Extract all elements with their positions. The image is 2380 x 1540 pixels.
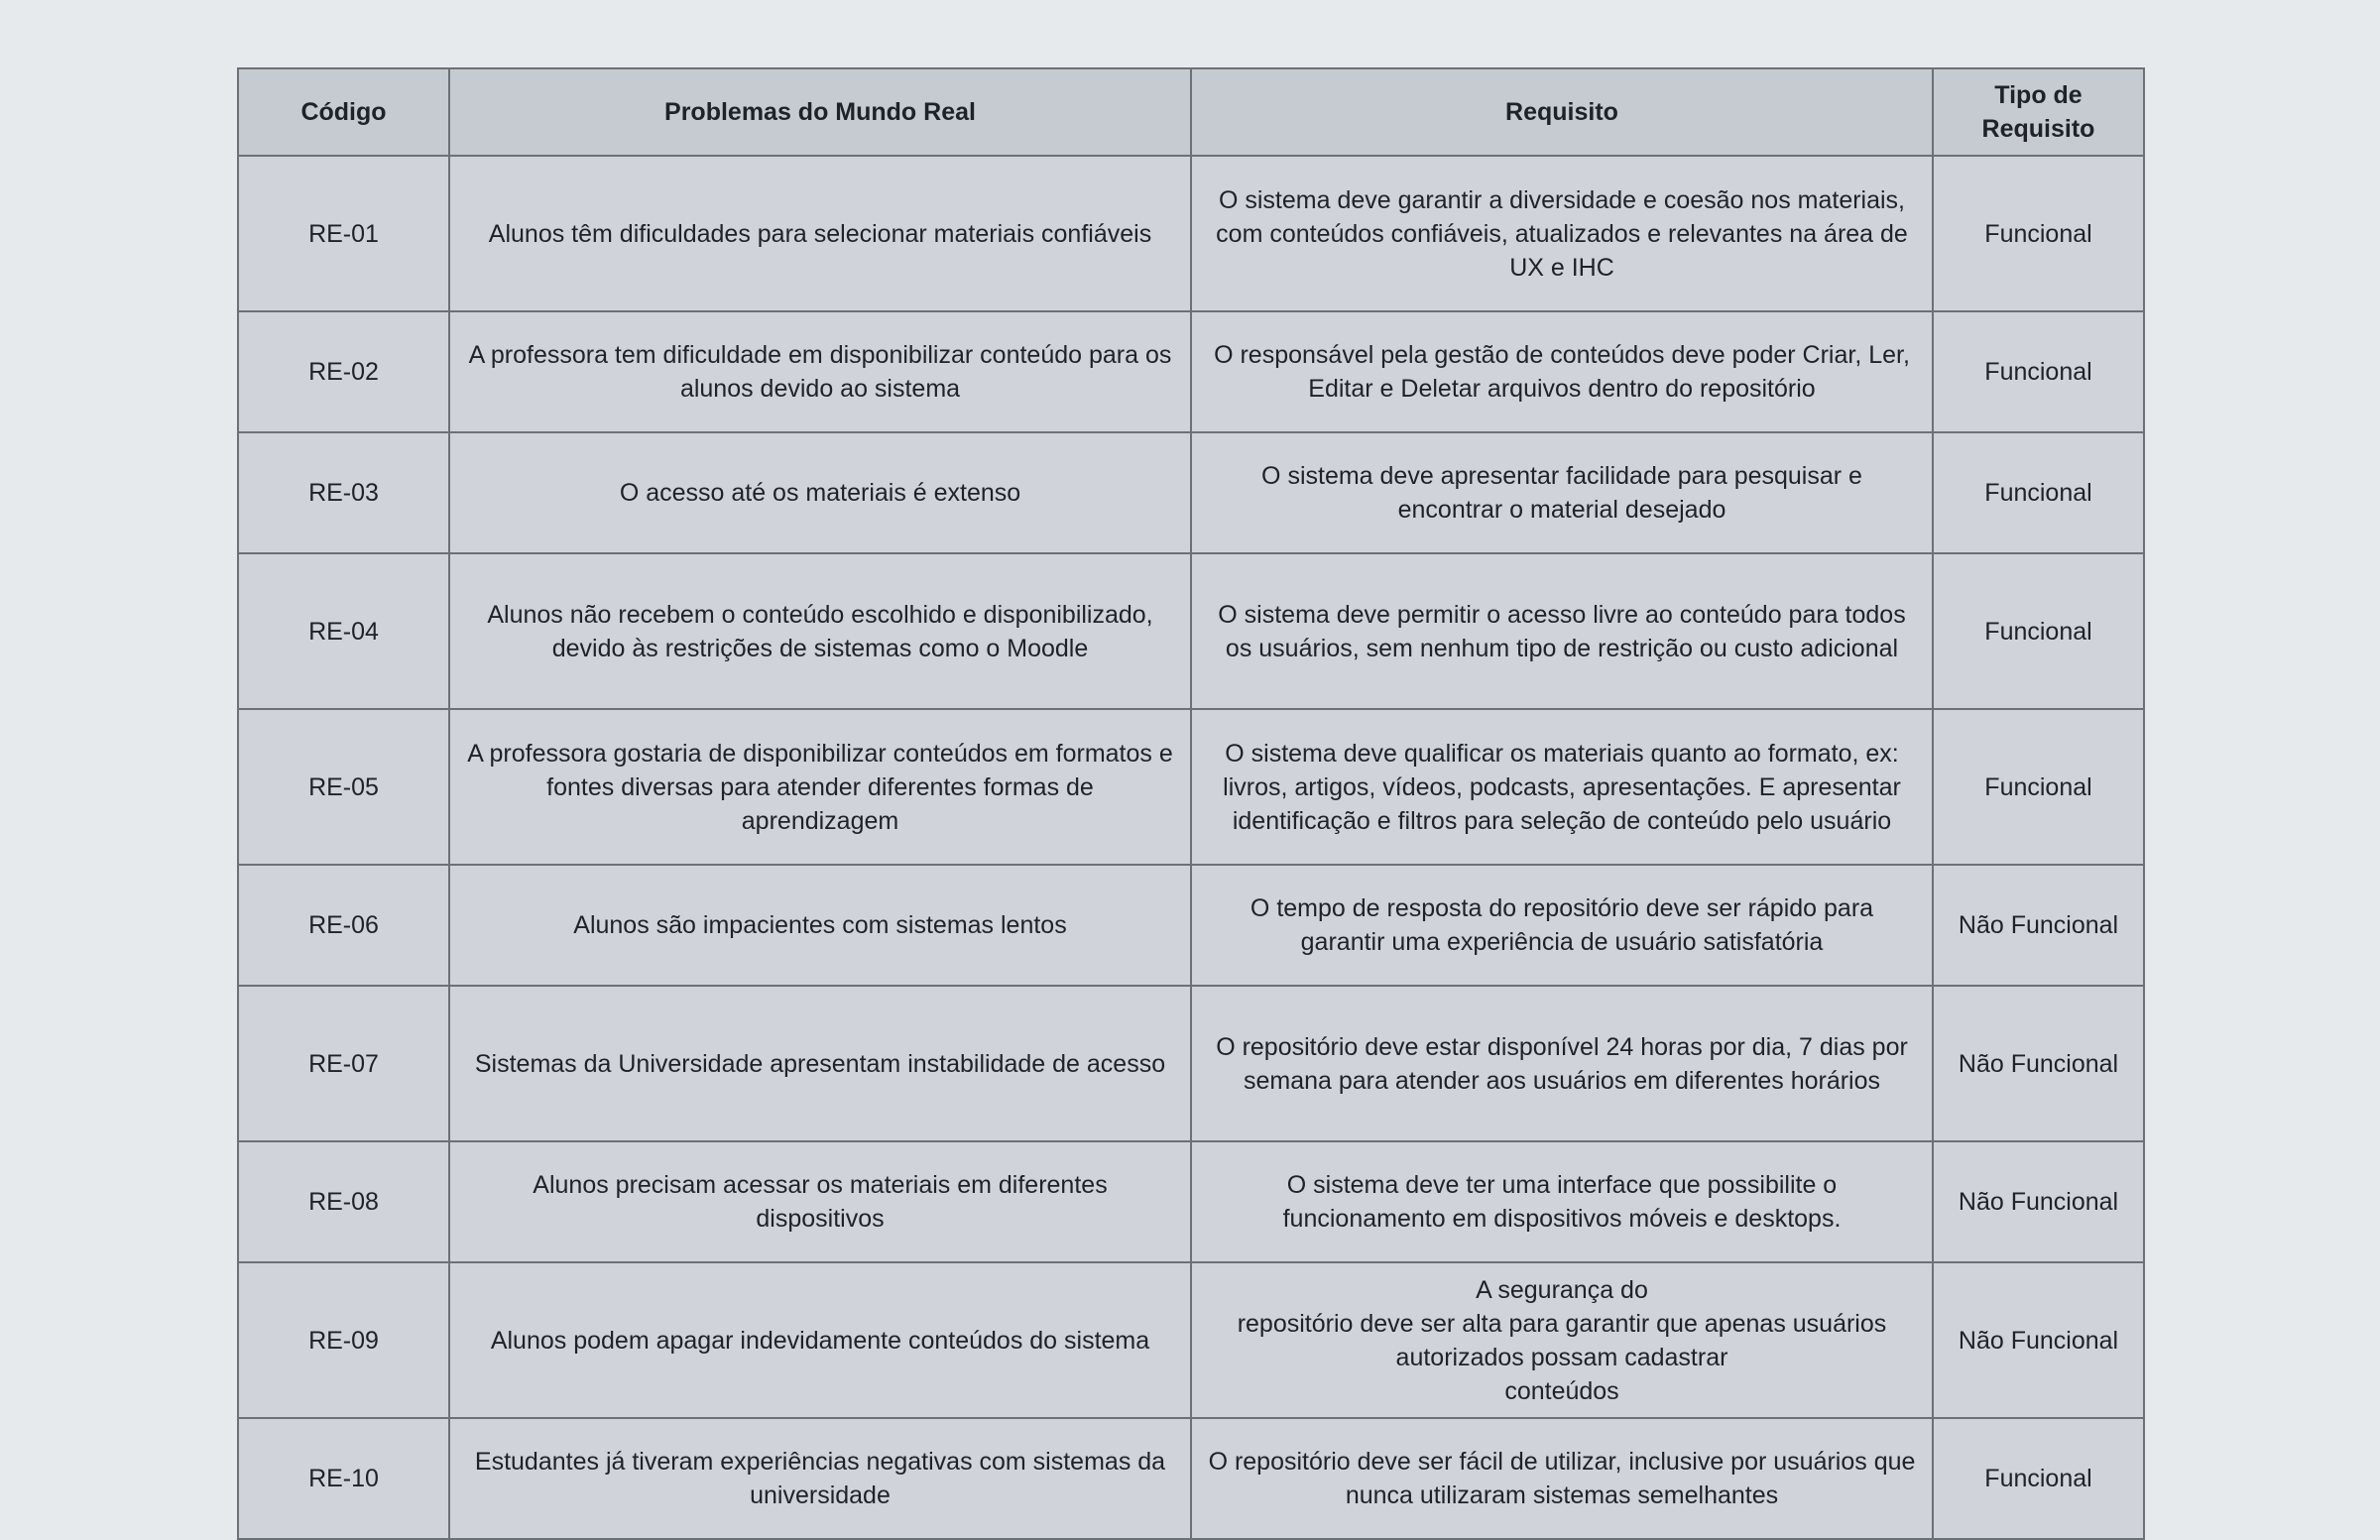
cell-codigo: RE-09: [238, 1262, 449, 1418]
cell-requisito: O sistema deve permitir o acesso livre ao conteúdo para todos os usuários, sem nenhum tipo de restrição ou custo adicional: [1191, 553, 1933, 709]
table-row: [238, 865, 2144, 986]
header-problemas: Problemas do Mundo Real: [449, 68, 1191, 156]
cell-problema: Alunos são impacientes com sistemas lentos: [449, 865, 1191, 986]
cell-codigo: RE-10: [238, 1418, 449, 1539]
cell-problema: Sistemas da Universidade apresentam instabilidade de acesso: [449, 986, 1191, 1141]
cell-problema: Alunos não recebem o conteúdo escolhido e disponibilizado, devido às restrições de sistemas como o Moodle: [449, 553, 1191, 709]
table-row: [238, 1418, 2144, 1539]
cell-tipo: Funcional: [1933, 156, 2144, 311]
cell-tipo: Não Funcional: [1933, 865, 2144, 986]
cell-requisito: O responsável pela gestão de conteúdos deve poder Criar, Ler, Editar e Deletar arquivos dentro do repositório: [1191, 311, 1933, 432]
cell-requisito: O repositório deve ser fácil de utilizar, inclusive por usuários que nunca utilizaram sistemas semelhantes: [1191, 1418, 1933, 1539]
table-row: [238, 553, 2144, 709]
cell-tipo: Funcional: [1933, 709, 2144, 865]
cell-problema: Alunos podem apagar indevidamente conteúdos do sistema: [449, 1262, 1191, 1418]
cell-tipo: Não Funcional: [1933, 1262, 2144, 1418]
cell-problema: A professora tem dificuldade em disponibilizar conteúdo para os alunos devido ao sistema: [449, 311, 1191, 432]
cell-problema: Alunos têm dificuldades para selecionar materiais confiáveis: [449, 156, 1191, 311]
cell-tipo: Não Funcional: [1933, 1141, 2144, 1262]
header-requisito: Requisito: [1191, 68, 1933, 156]
cell-codigo: RE-08: [238, 1141, 449, 1262]
cell-requisito: A segurança do repositório deve ser alta para garantir que apenas usuários autorizados possam cadastrar conteúdos: [1191, 1262, 1933, 1418]
cell-problema: A professora gostaria de disponibilizar conteúdos em formatos e fontes diversas para atender diferentes formas de aprendizagem: [449, 709, 1191, 865]
table-header-row: [238, 68, 2144, 156]
cell-tipo: Não Funcional: [1933, 986, 2144, 1141]
cell-problema: O acesso até os materiais é extenso: [449, 432, 1191, 553]
cell-problema: Alunos precisam acessar os materiais em diferentes dispositivos: [449, 1141, 1191, 1262]
table-row: [238, 1262, 2144, 1418]
cell-tipo: Funcional: [1933, 553, 2144, 709]
cell-codigo: RE-04: [238, 553, 449, 709]
header-tipo: Tipo de Requisito: [1933, 68, 2144, 156]
table-row: [238, 311, 2144, 432]
header-codigo: Código: [238, 68, 449, 156]
cell-requisito: O tempo de resposta do repositório deve ser rápido para garantir uma experiência de usuário satisfatória: [1191, 865, 1933, 986]
cell-requisito: O repositório deve estar disponível 24 horas por dia, 7 dias por semana para atender aos usuários em diferentes horários: [1191, 986, 1933, 1141]
table-row: [238, 1141, 2144, 1262]
cell-problema: Estudantes já tiveram experiências negativas com sistemas da universidade: [449, 1418, 1191, 1539]
table-row: [238, 432, 2144, 553]
cell-requisito: O sistema deve ter uma interface que possibilite o funcionamento em dispositivos móveis e desktops.: [1191, 1141, 1933, 1262]
cell-requisito: O sistema deve garantir a diversidade e coesão nos materiais, com conteúdos confiáveis, atualizados e relevantes na área de UX e IHC: [1191, 156, 1933, 311]
table-row: [238, 709, 2144, 865]
requirements-table: [237, 67, 2145, 1540]
table-row: [238, 156, 2144, 311]
cell-codigo: RE-03: [238, 432, 449, 553]
cell-requisito: O sistema deve qualificar os materiais quanto ao formato, ex: livros, artigos, vídeos, podcasts, apresentações. E apresentar identificação e filtros para seleção de conteúdo pelo usuário: [1191, 709, 1933, 865]
cell-requisito: O sistema deve apresentar facilidade para pesquisar e encontrar o material desejado: [1191, 432, 1933, 553]
cell-tipo: Funcional: [1933, 432, 2144, 553]
cell-codigo: RE-07: [238, 986, 449, 1141]
cell-codigo: RE-02: [238, 311, 449, 432]
requirements-table-container: [237, 67, 2143, 1540]
cell-codigo: RE-01: [238, 156, 449, 311]
cell-tipo: Funcional: [1933, 1418, 2144, 1539]
table-row: [238, 986, 2144, 1141]
cell-codigo: RE-06: [238, 865, 449, 986]
cell-tipo: Funcional: [1933, 311, 2144, 432]
cell-codigo: RE-05: [238, 709, 449, 865]
